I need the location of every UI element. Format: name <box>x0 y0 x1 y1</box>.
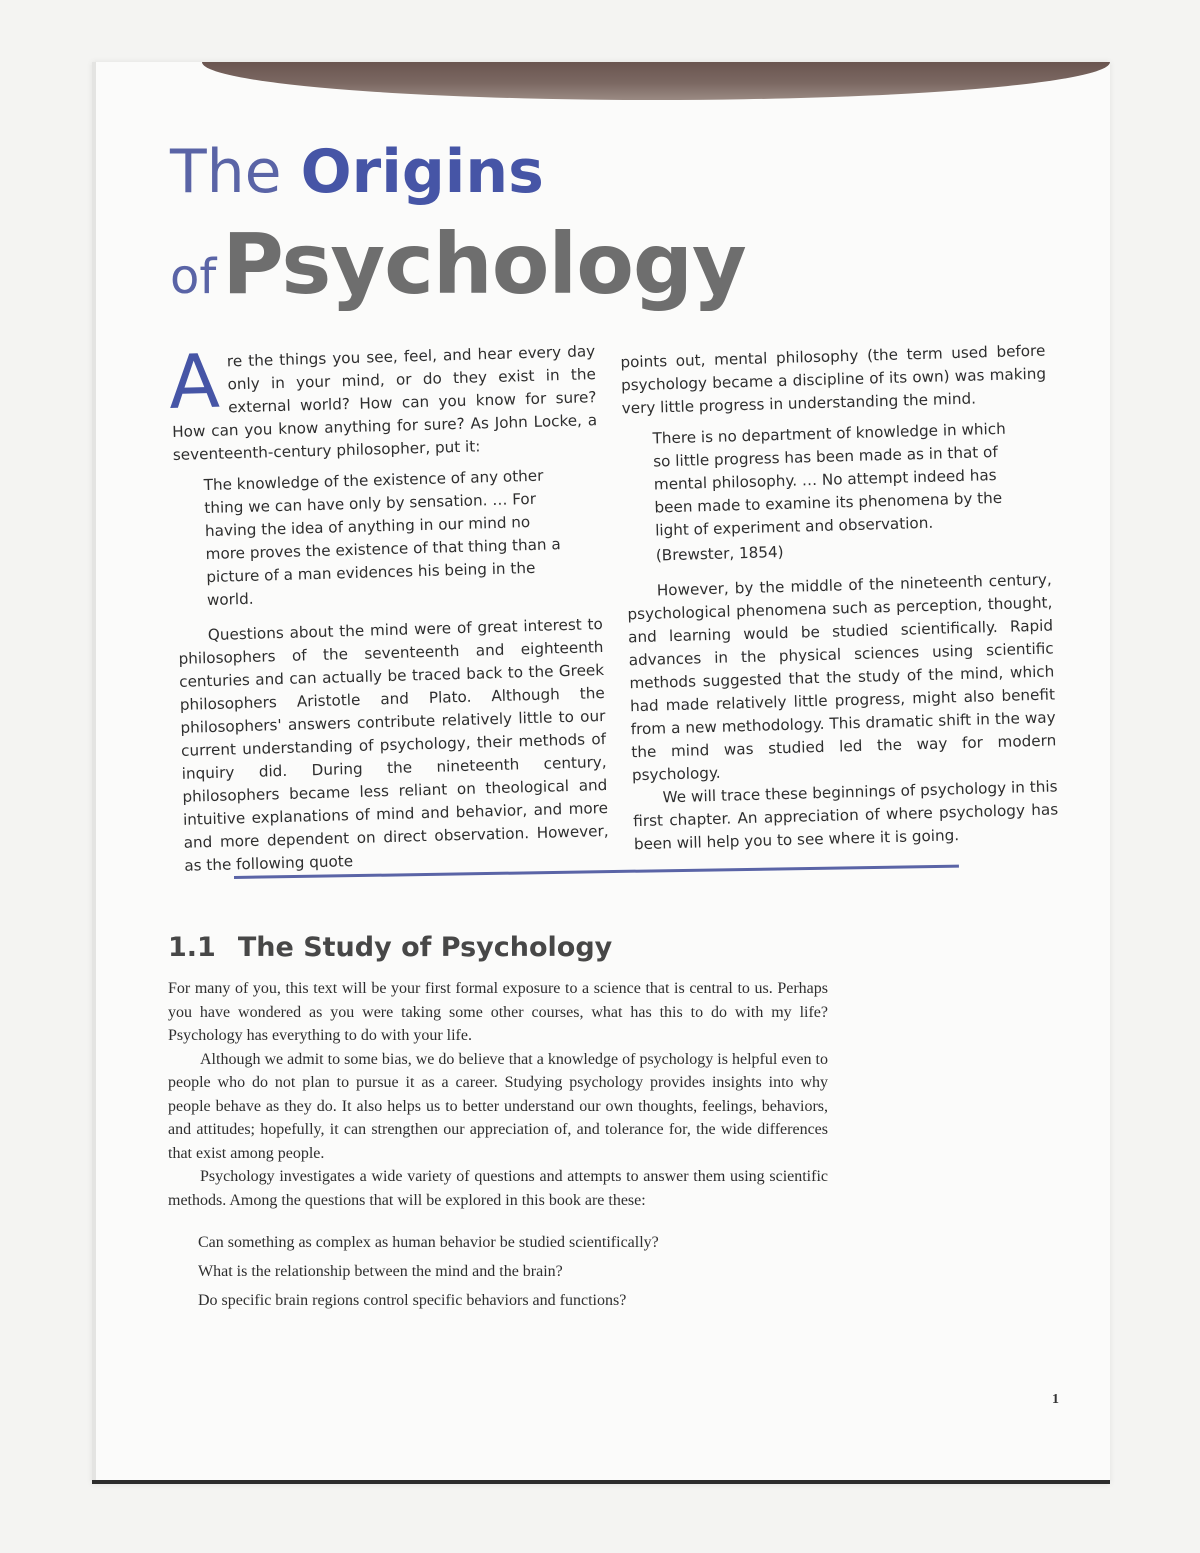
title-word-origins: Origins <box>300 137 544 207</box>
book-page <box>92 62 1110 1484</box>
section-paragraph-2: Although we admit to some bias, we do believe that a knowledge of psychology is helpful even to people who do not plan to pursue it as a career. Studying psychology provides insights into why people behave as they do. It also helps us to better understand our own thoughts, feelings, behaviors, and attitudes; hopefully, it can strengthen our appreciation of, and tolerance for, the wide differences that exist among people. <box>168 1050 828 1162</box>
question-item: What is the relationship between the mind and the brain? <box>198 1263 563 1280</box>
title-line-2 <box>170 215 746 313</box>
intro-paragraph-1 <box>167 338 598 467</box>
intro-paragraph-3: points out, mental philosophy (the term used before psychology became a discipline of its own) was making very little progress in understanding the mind. <box>620 341 1047 418</box>
page-number: 1 <box>1052 1392 1059 1407</box>
question-item: Do specific brain regions control specific behaviors and functions? <box>198 1292 627 1309</box>
page-edge <box>92 62 96 1484</box>
section-paragraph-3: Psychology investigates a wide variety of questions and attempts to answer them using scientific methods. Among the questions that will be explored in this book are these: <box>168 1168 828 1209</box>
header-photo-band <box>202 62 1110 100</box>
section-number: 1.1 <box>168 932 216 963</box>
intro-paragraph-4: However, by the middle of the nineteenth century, psychological phenomena such as perception, thought, and learning would be studied scientifically. Rapid advances in the physical sciences using scientific methods suggested that the study of the mind, which had made relatively little progress, might also benefit from a new methodology. This dramatic shift in the way the mind was studied led the way for modern psychology. <box>627 570 1057 785</box>
brewster-quote <box>652 417 1021 567</box>
drop-cap: A <box>167 338 221 427</box>
title-word-psychology: Psychology <box>222 215 746 313</box>
title-word-of: of <box>170 249 217 305</box>
brewster-citation: (Brewster, 1854) <box>655 542 784 565</box>
title-word-the: The <box>170 137 282 207</box>
section-title: The Study of Psychology <box>237 932 613 963</box>
title-line-1 <box>170 137 544 207</box>
chapter-introduction <box>167 327 1074 875</box>
intro-column-left <box>167 338 610 878</box>
intro-paragraph-1-text: re the things you see, feel, and hear every day only in your mind, or do they exist in the external world? How can you know for sure? How can you know anything for sure? As John Locke, a seventeenth-century philosopher, put it: <box>171 342 598 464</box>
question-item: Can something as complex as human behavior be studied scientifically? <box>198 1234 659 1251</box>
intro-column-right <box>620 340 1059 857</box>
section-1-1 <box>168 932 828 1382</box>
intro-paragraph-5: We will trace these beginnings of psychology in this first chapter. An appreciation of where psychology has been will help you to see where it is going. <box>633 777 1059 854</box>
section-paragraph-1: For many of you, this text will be your first formal exposure to a science that is central to us. Perhaps you have wondered as you were taking some other courses, what has this to do with my life? Psychology has everything to do with your life. <box>168 980 828 1044</box>
question-list <box>198 1228 828 1315</box>
brewster-quote-text: There is no department of knowledge in which so little progress has been made as in that of mental philosophy. … No attempt indeed has been made to examine its phenomena by the light of experiment and observation. <box>652 419 1006 540</box>
locke-quote <box>203 464 572 612</box>
section-heading <box>168 932 828 963</box>
section-body <box>168 977 828 1315</box>
intro-paragraph-2: Questions about the mind were of great interest to philosophers of the seventeenth and eighteenth centuries and can actually be traced back to the Greek philosophers Aristotle and Plato. Although the philosophers' answers contribute relatively little to our current understanding of psychology, their methods of inquiry did. During the nineteenth century, philosophers became less reliant on theological and intuitive explanations of mind and behavior, and more and more dependent on direct observation. However, as the following quote <box>178 615 609 875</box>
locke-quote-text: The knowledge of the existence of any other thing we can have only by sensation. … For having the idea of anything in our mind no more proves the existence of that thing than a picture of a man evidences his being in the world. <box>203 466 561 610</box>
page-bottom-edge <box>92 1480 1110 1484</box>
